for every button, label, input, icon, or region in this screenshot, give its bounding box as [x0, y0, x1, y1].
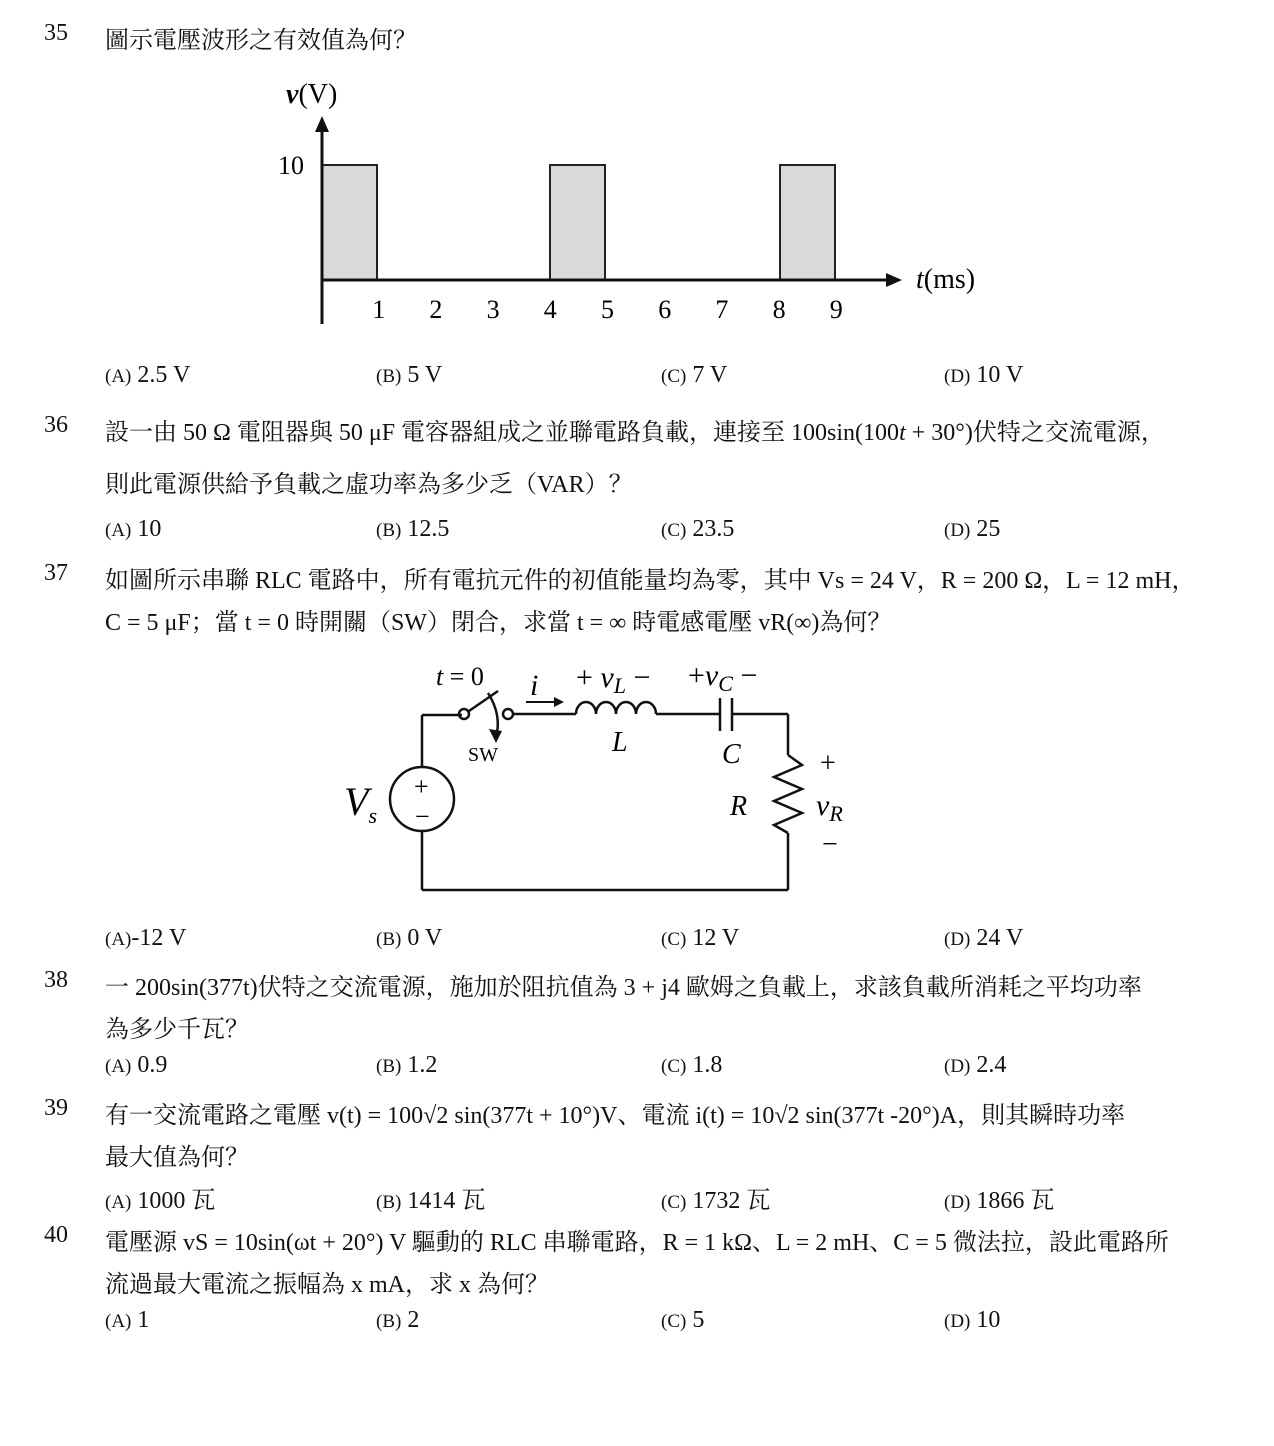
option-a[interactable]: (A) 1 [105, 1307, 150, 1333]
question-text-line-1: 如圖所示串聯 RLC 電路中，所有電抗元件的初值能量均為零，其中 Vs = 24 V，R = 200 Ω，L = 12 mH， [105, 568, 1196, 594]
x-tick-label: 3 [486, 295, 500, 324]
option-d[interactable]: (D) 2.4 [944, 1052, 1007, 1078]
sw-label: SW [468, 744, 498, 766]
option-a[interactable]: (A) 2.5 V [105, 362, 191, 388]
inductor-coil [576, 702, 656, 714]
option-c[interactable]: (C) 1.8 [661, 1052, 723, 1078]
question-number: 35 [44, 20, 68, 46]
x-axis-arrow [886, 273, 902, 287]
option-b[interactable]: (B) 1.2 [376, 1052, 438, 1078]
resistor-zigzag [774, 755, 802, 833]
vr-minus: − [822, 829, 838, 860]
pulse-2 [550, 165, 605, 280]
options-37 [0, 925, 1274, 955]
waveform-figure [260, 70, 1000, 340]
source-plus: + [414, 772, 429, 801]
option-a[interactable]: (A) 0.9 [105, 1052, 168, 1078]
option-c[interactable]: (C) 5 [661, 1307, 705, 1333]
option-d[interactable]: (D) 25 [944, 516, 1001, 542]
current-arrow-head [554, 697, 564, 707]
y-axis-arrow [315, 116, 329, 132]
switch-time-label: t = 0 [436, 662, 484, 691]
x-tick-labels [372, 295, 843, 324]
x-tick-label: 5 [601, 295, 614, 324]
y-tick-label: 10 [278, 151, 304, 180]
resistor-label: R [730, 791, 748, 822]
source-minus: − [415, 802, 430, 831]
x-tick-label: 1 [372, 295, 386, 324]
pulse-3 [780, 165, 835, 280]
question-number: 37 [44, 560, 68, 586]
x-tick-label: 6 [658, 295, 672, 324]
x-tick-label: 9 [829, 295, 843, 324]
options-35 [0, 362, 1274, 392]
inductor-label: L [612, 727, 628, 758]
question-text-line-2: 流過最大電流之振幅為 x mA，求 x 為何？ [105, 1272, 549, 1298]
question-text-line-1: 有一交流電路之電壓 v(t) = 100√2 sin(377t + 10°)V、電流 i(t) = 10√2 sin(377t -20°)A，則其瞬時功率 [105, 1103, 1126, 1129]
pulse-1 [322, 165, 377, 280]
option-c[interactable]: (C) 7 V [661, 362, 728, 388]
rlc-circuit-figure [330, 655, 890, 905]
question-text-line-1: 設一由 50 Ω 電阻器與 50 μF 電容器組成之並聯電路負載，連接至 100sin(100t + 30°)伏特之交流電源， [105, 420, 1165, 446]
question-text-line-2: 則此電源供給予負載之虛功率為多少乏（VAR）？ [105, 472, 633, 498]
option-d[interactable]: (D) 10 V [944, 362, 1024, 388]
switch-arrow-head [489, 729, 502, 743]
option-d[interactable]: (D) 24 V [944, 925, 1024, 951]
option-d[interactable]: (D) 10 [944, 1307, 1001, 1333]
x-tick-label: 2 [429, 295, 443, 324]
vs-label: $V_s$ [344, 779, 377, 828]
x-axis-label: t(ms) [916, 264, 976, 295]
vl-label: + $v_L$ − [576, 661, 651, 698]
capacitor-label: C [722, 739, 741, 770]
question-text-line-2: 最大值為何？ [105, 1145, 249, 1171]
question-text-line-2: 為多少千瓦？ [105, 1017, 249, 1043]
option-b[interactable]: (B) 1414 瓦 [376, 1188, 486, 1214]
option-b[interactable]: (B) 2 [376, 1307, 420, 1333]
option-b[interactable]: (B) 12.5 [376, 516, 450, 542]
options-39 [0, 1180, 1274, 1214]
vc-label: $+v_C$ − [688, 659, 758, 696]
question-number: 39 [44, 1095, 68, 1121]
question-number: 38 [44, 967, 68, 993]
question-text-line-1: 電壓源 vS = 10sin(ωt + 20°) V 驅動的 RLC 串聯電路，R = 1 kΩ、L = 2 mH、C = 5 微法拉，設此電路所 [105, 1230, 1169, 1256]
question-text-line-1: 一 200sin(377t)伏特之交流電源，施加於阻抗值為 3 + j4 歐姆之負載上，求該負載所消耗之平均功率 [105, 975, 1142, 1001]
option-c[interactable]: (C) 12 V [661, 925, 740, 951]
current-label: i [530, 669, 539, 702]
question-text: 圖示電壓波形之有效值為何？ [105, 28, 417, 54]
option-a[interactable]: (A)-12 V [105, 925, 187, 951]
option-d[interactable]: (D) 1866 瓦 [944, 1188, 1055, 1214]
option-b[interactable]: (B) 5 V [376, 362, 443, 388]
switch-terminal-right [503, 709, 513, 719]
option-c[interactable]: (C) 1732 瓦 [661, 1188, 771, 1214]
option-b[interactable]: (B) 0 V [376, 925, 443, 951]
option-a[interactable]: (A) 10 [105, 516, 162, 542]
question-number: 40 [44, 1222, 68, 1248]
x-tick-label: 4 [543, 295, 557, 324]
option-a[interactable]: (A) 1000 瓦 [105, 1188, 216, 1214]
vr-plus: + [820, 748, 836, 779]
question-text-line-2: C = 5 μF；當 t = 0 時開關（SW）閉合，求當 t = ∞ 時電感電壓 vR(∞)為何？ [105, 610, 892, 636]
options-38 [0, 1052, 1274, 1082]
vr-label: $v_R$ [816, 789, 843, 826]
options-36 [0, 516, 1274, 546]
x-tick-label: 7 [715, 295, 729, 324]
option-c[interactable]: (C) 23.5 [661, 516, 735, 542]
question-number: 36 [44, 412, 68, 438]
x-tick-label: 8 [772, 295, 786, 324]
y-axis-label: v(V) [286, 79, 338, 110]
options-40 [0, 1307, 1274, 1337]
